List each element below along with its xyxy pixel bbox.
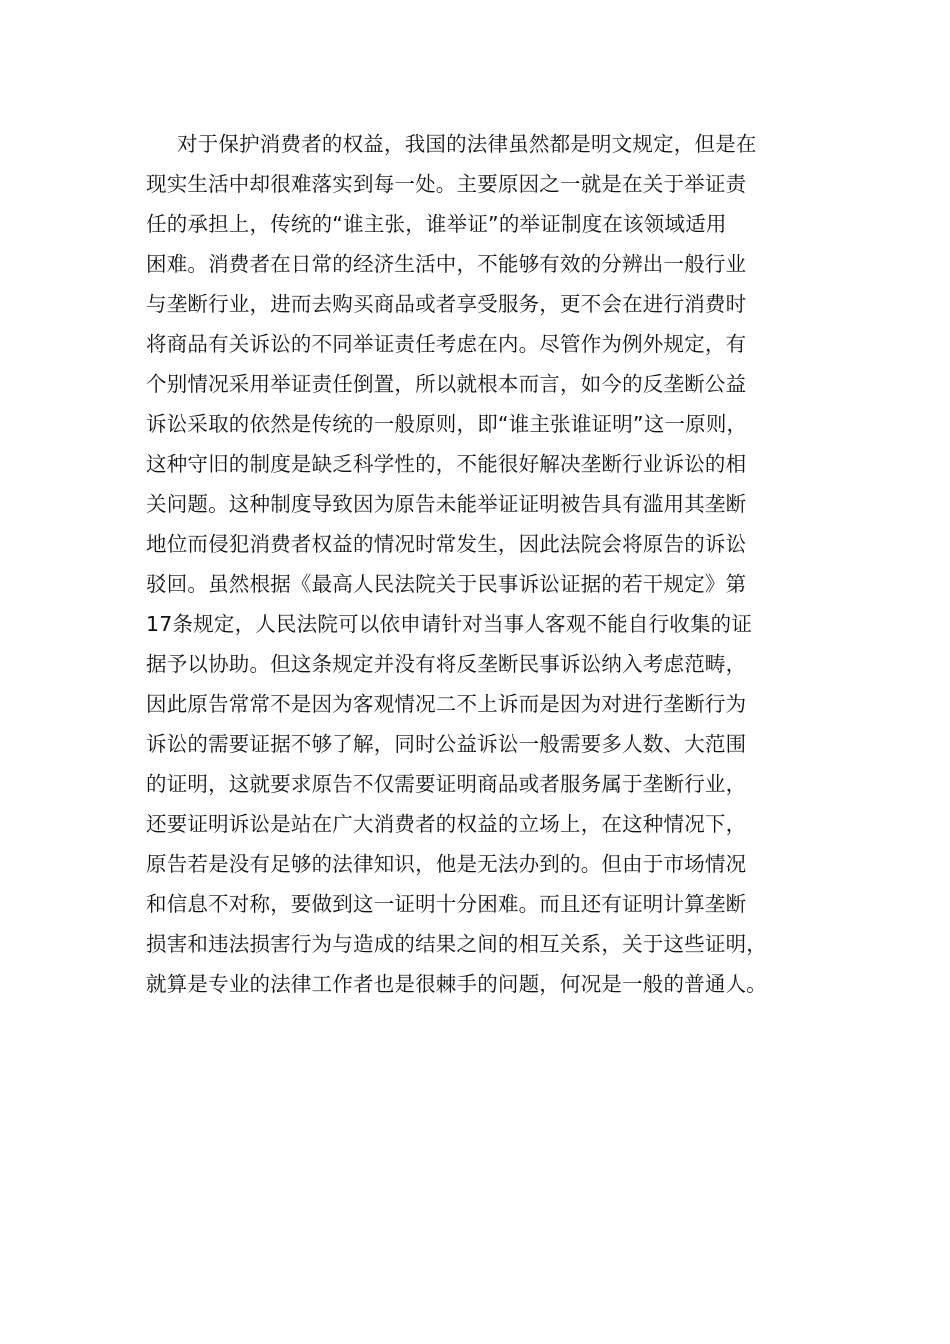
paragraph-line: 诉讼的需要证据不够了解，同时公益诉讼一般需要多人数、大范围 xyxy=(146,732,747,756)
paragraph-line: 地位而侵犯消费者权益的情况时常发生，因此法院会将原告的诉讼 xyxy=(146,532,747,556)
paragraph-line: 因此原告常常不是因为客观情况二不上诉而是因为对进行垄断行为 xyxy=(146,692,747,716)
paragraph-line: 原告若是没有足够的法律知识，他是无法办到的。但由于市场情况 xyxy=(146,852,747,876)
paragraph-line: 与垄断行业，进而去购买商品或者享受服务，更不会在进行消费时 xyxy=(146,292,747,316)
paragraph-line: 困难。消费者在日常的经济生活中，不能够有效的分辨出一般行业 xyxy=(146,252,747,276)
paragraph-line: 和信息不对称，要做到这一证明十分困难。而且还有证明计算垄断 xyxy=(146,892,747,916)
paragraph-line: 据予以协助。但这条规定并没有将反垄断民事诉讼纳入考虑范畴， xyxy=(146,652,747,676)
paragraph-line: 个别情况采用举证责任倒置，所以就根本而言，如今的反垄断公益 xyxy=(146,372,747,396)
paragraph-line: 驳回。虽然根据《最高人民法院关于民事诉讼证据的若干规定》第 xyxy=(146,572,747,596)
paragraph-line: 对于保护消费者的权益，我国的法律虽然都是明文规定，但是在 xyxy=(177,132,757,156)
paragraph-line: 将商品有关诉讼的不同举证责任考虑在内。尽管作为例外规定，有 xyxy=(146,332,747,356)
paragraph-line: 这种守旧的制度是缺乏科学性的，不能很好解决垄断行业诉讼的相 xyxy=(146,452,747,476)
paragraph-line: 的证明，这就要求原告不仅需要证明商品或者服务属于垄断行业， xyxy=(146,772,747,796)
paragraph-line: 损害和违法损害行为与造成的结果之间的相互关系，关于这些证明， xyxy=(146,932,767,956)
paragraph-line: 现实生活中却很难落实到每一处。主要原因之一就是在关于举证责 xyxy=(146,172,747,196)
paragraph-line: 就算是专业的法律工作者也是很棘手的问题，何况是一般的普通人。 xyxy=(146,972,767,996)
paragraph-line: 还要证明诉讼是站在广大消费者的权益的立场上，在这种情况下， xyxy=(146,812,747,836)
paragraph-line: 关问题。这种制度导致因为原告未能举证证明被告具有滥用其垄断 xyxy=(146,492,747,516)
paragraph-line: 任的承担上，传统的“谁主张，谁举证”的举证制度在该领域适用 xyxy=(146,212,727,236)
paragraph-line: 诉讼采取的依然是传统的一般原则，即“谁主张谁证明”这一原则， xyxy=(146,412,748,436)
body-paragraph xyxy=(146,124,846,1004)
paragraph-line: 17条规定，人民法院可以依申请针对当事人客观不能自行收集的证 xyxy=(146,612,753,636)
